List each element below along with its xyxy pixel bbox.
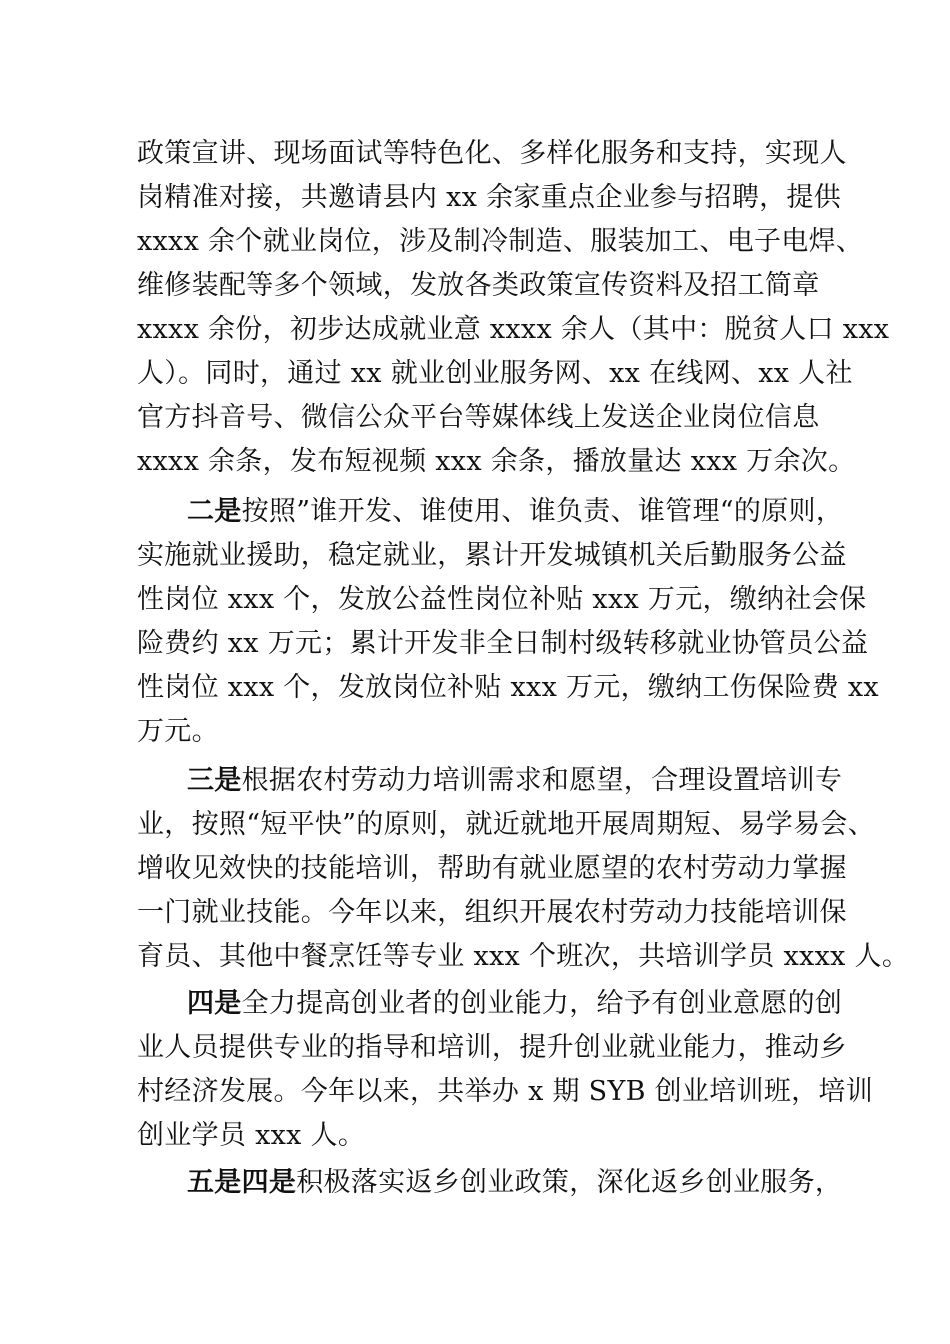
paragraph-3-line-5: 育员、其他中餐烹饪等专业 xxx 个班次，共培训学员 xxxx 人。 (137, 941, 910, 972)
paragraph-2-line-6: 万元。 (137, 716, 219, 747)
paragraph-2-first-text: 按照”谁开发、谁使用、谁负责、谁管理“的原则， (241, 496, 844, 527)
paragraph-3-line-4: 一门就业技能。今年以来，组织开展农村劳动力技能培训保 (137, 897, 847, 928)
paragraph-1-line-6: 人）。同时，通过 xx 就业创业服务网、xx 在线网、xx 人社 (137, 358, 853, 389)
paragraph-1-line-8: xxxx 余条，发布短视频 xxx 余条，播放量达 xxx 万余次。 (137, 446, 856, 477)
paragraph-3-line-1 (187, 759, 842, 803)
paragraph-5-first-text: 积极落实返乡创业政策，深化返乡创业服务， (296, 1167, 843, 1198)
paragraph-1-line-1: 政策宣讲、现场面试等特色化、多样化服务和支持，实现人 (137, 138, 847, 169)
paragraph-5-line-1 (187, 1161, 842, 1205)
paragraph-4-lead: 四是 (187, 988, 242, 1019)
paragraph-3-lead: 三是 (187, 765, 242, 796)
paragraph-4-line-1 (187, 982, 842, 1026)
paragraph-2-line-4: 险费约 xx 万元；累计开发非全日制村级转移就业协管员公益 (137, 628, 869, 659)
paragraph-2-line-2: 实施就业援助，稳定就业，累计开发城镇机关后勤服务公益 (137, 540, 847, 571)
paragraph-4-line-4: 创业学员 xxx 人。 (137, 1120, 366, 1151)
paragraph-4-line-2: 业人员提供专业的指导和培训，提升创业就业能力，推动乡 (137, 1032, 847, 1063)
paragraph-4-first-text: 全力提高创业者的创业能力，给予有创业意愿的创 (241, 988, 843, 1019)
paragraph-2-line-3: 性岗位 xxx 个，发放公益性岗位补贴 xxx 万元，缴纳社会保 (137, 584, 867, 615)
paragraph-2-lead: 二是 (187, 496, 242, 527)
paragraph-1-line-7: 官方抖音号、微信公众平台等媒体线上发送企业岗位信息 (137, 402, 820, 433)
paragraph-5-lead: 五是四是 (187, 1167, 297, 1198)
paragraph-1-line-2: 岗精准对接，共邀请县内 xx 余家重点企业参与招聘，提供 (137, 182, 842, 213)
paragraph-2-line-1 (187, 490, 843, 534)
paragraph-3-line-2: 业，按照“短平快”的原则，就近就地开展周期短、易学易会、 (137, 809, 876, 840)
paragraph-3-line-3: 增收见效快的技能培训，帮助有就业愿望的农村劳动力掌握 (137, 853, 847, 884)
paragraph-1-line-4: 维修装配等多个领域，发放各类政策宣传资料及招工简章 (137, 270, 820, 301)
paragraph-1-line-5: xxxx 余份，初步达成就业意 xxxx 余人（其中：脱贫人口 xxx (137, 314, 890, 345)
paragraph-4-line-3: 村经济发展。今年以来，共举办 x 期 SYB 创业培训班，培训 (137, 1076, 874, 1107)
paragraph-3-first-text: 根据农村劳动力培训需求和愿望，合理设置培训专 (241, 765, 843, 796)
paragraph-2-line-5: 性岗位 xxx 个，发放岗位补贴 xxx 万元，缴纳工伤保险费 xx (137, 672, 879, 703)
paragraph-1-line-3: xxxx 余个就业岗位，涉及制冷制造、服装加工、电子电焊、 (137, 226, 864, 257)
